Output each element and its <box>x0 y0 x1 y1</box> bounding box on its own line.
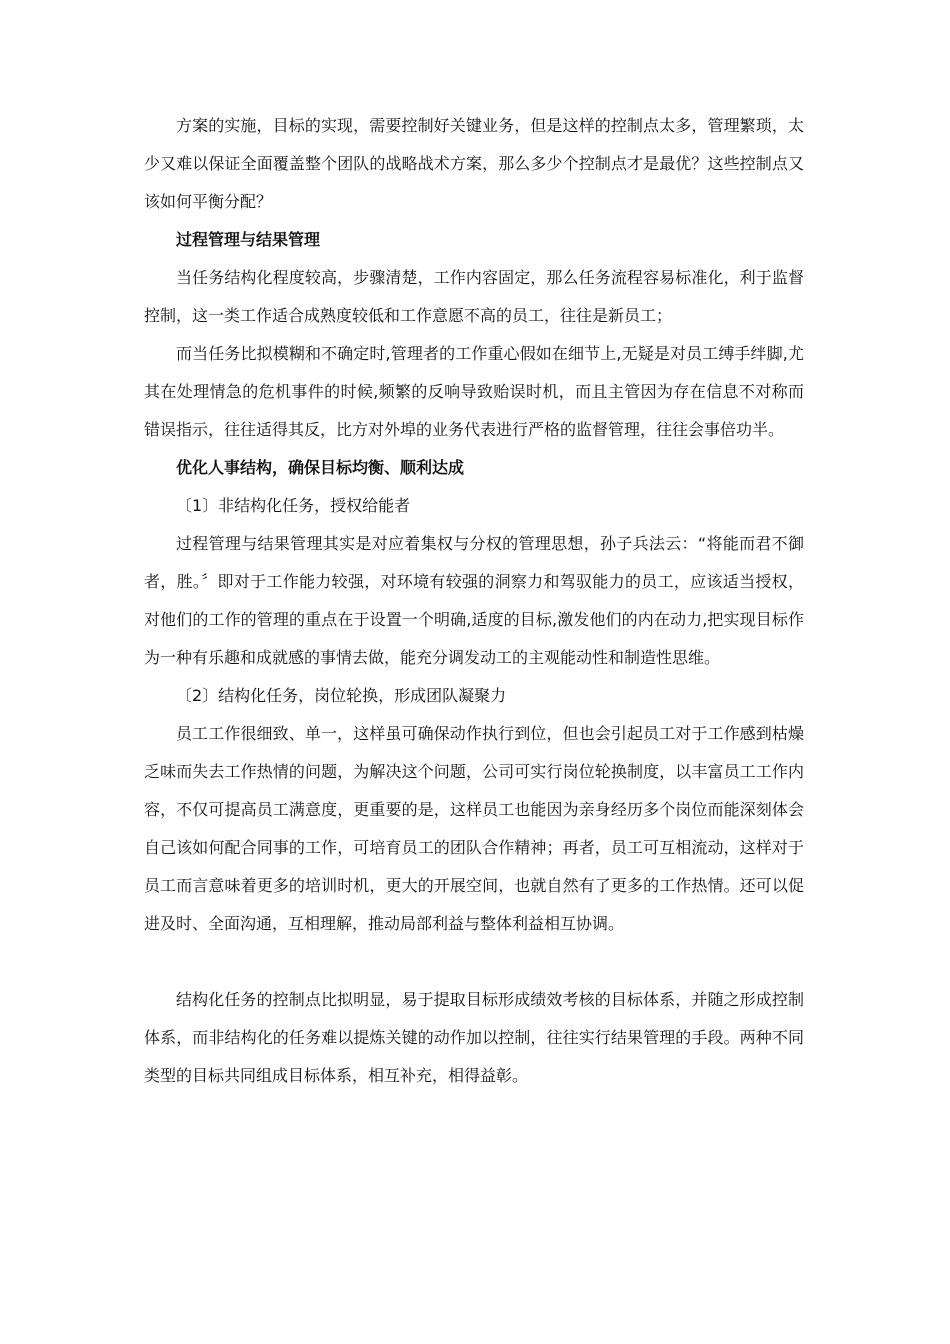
paragraph-delegation: 过程管理与结果管理其实是对应着集权与分权的管理思想，孙子兵法云：“将能而君不御者，胜。〞即对于工作能力较强，对环境有较强的洞察力和驾驭能力的员工，应该适当授权，对他们的工作的管理的重点在于设置一个明确,适度的目标,激发他们的内在动力,把实现目标作为一种有乐趣和成就感的事情去做，能充分调发动工的主观能动性和制造性思维。 <box>144 534 804 667</box>
paragraph-control-system: 结构化任务的控制点比拟明显，易于提取目标形成绩效考核的目标体系，并随之形成控制体系，而非结构化的任务难以提炼关键的动作加以控制，往往实行结果管理的手段。两种不同类型的目标共同组成目标体系，相互补充，相得益彰。 <box>144 990 804 1085</box>
list-item-unstructured-tasks: 〔1〕非结构化任务，授权给能者 <box>176 496 411 515</box>
heading-optimize-structure: 优化人事结构，确保目标均衡、顺利达成 <box>176 458 465 477</box>
paragraph-ambiguous-tasks: 而当任务比拟模糊和不确定时,管理者的工作重心假如在细节上,无疑是对员工缚手绊脚,尤其在处理情急的危机事件的时候,频繁的反响导致贻误时机，而且主管因为存在信息不对称而错误指示，往往适得其反，比方对外埠的业务代表进行严格的监督管理，往往会事倍功半。 <box>144 344 804 439</box>
paragraph-job-rotation: 员工工作很细致、单一，这样虽可确保动作执行到位，但也会引起员工对于工作感到枯燥乏味而失去工作热情的问题，为解决这个问题，公司可实行岗位轮换制度，以丰富员工工作内容，不仅可提高员工满意度，更重要的是，这样员工也能因为亲身经历多个岗位而能深刻体会自己该如何配合同事的工作，可培育员工的团队合作精神；再者，员工可互相流动，这样对于员工而言意味着更多的培训时机，更大的开展空间，也就自然有了更多的工作热情。还可以促进及时、全面沟通，互相理解，推动局部利益与整体利益相互协调。 <box>144 724 804 933</box>
paragraph-structured-tasks: 当任务结构化程度较高，步骤清楚，工作内容固定，那么任务流程容易标准化，利于监督控制，这一类工作适合成熟度较低和工作意愿不高的员工，往往是新员工； <box>144 268 804 325</box>
blank-line <box>144 943 804 981</box>
paragraph-control-points: 方案的实施，目标的实现，需要控制好关键业务，但是这样的控制点太多，管理繁琐，太少又难以保证全面覆盖整个团队的战略战术方案，那么多少个控制点才是最优？这些控制点又该如何平衡分配？ <box>144 116 804 211</box>
document-page <box>144 107 804 1095</box>
list-item-job-rotation: 〔2〕结构化任务，岗位轮换，形成团队凝聚力 <box>176 686 507 705</box>
heading-process-result-management: 过程管理与结果管理 <box>176 230 321 249</box>
